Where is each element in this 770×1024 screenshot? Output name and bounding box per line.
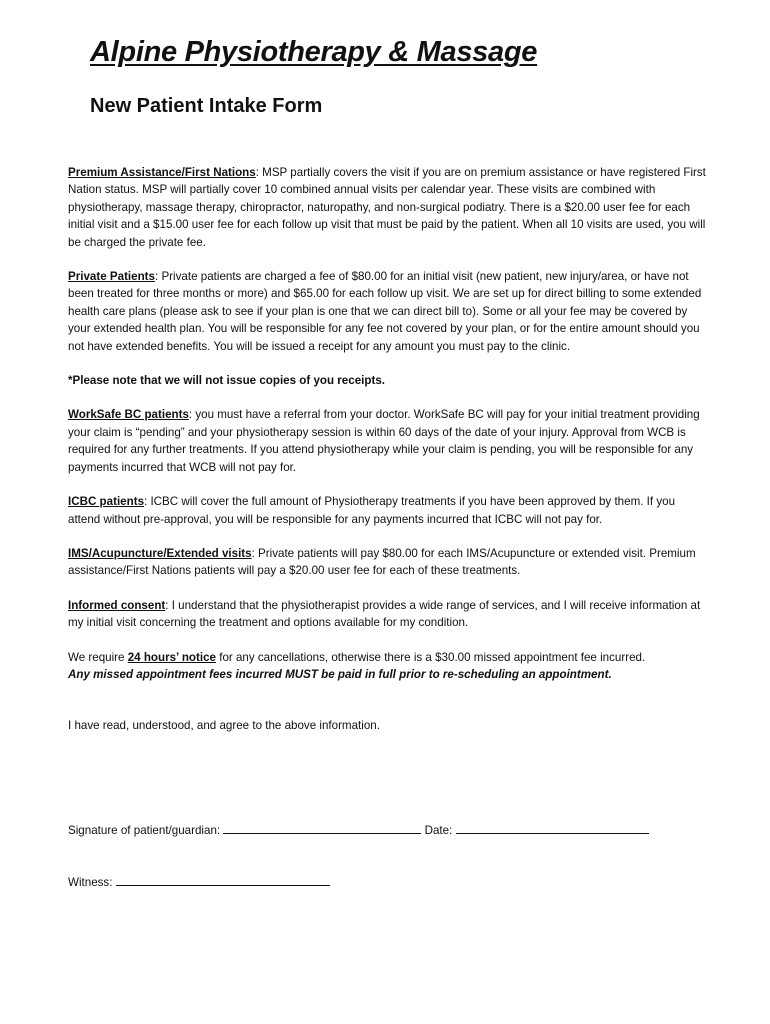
agreement-statement: I have read, understood, and agree to the above information. (68, 719, 380, 733)
premium-label: Premium Assistance/First Nations (68, 166, 256, 179)
icbc-text: : ICBC will cover the full amount of Physiotherapy treatments if you have been approved by them. If you attend without pre-approval, you will be responsible for any payments incurred that ICBC will not pay for. (68, 495, 676, 526)
witness-label: Witness: (68, 876, 116, 889)
cancellation-prefix: We require (68, 650, 128, 664)
worksafe-text: : you must have a referral from your doctor. WorkSafe BC will pay for your initial treatment providing your claim is “pending” and your physiotherapy session is within 60 days of the date of your injury. Approval from WCB is required for any further treatments. If you attend physiotherapy while your claim is pending, you will be responsible for any payments incurred that WCB will not pay for. (68, 408, 700, 474)
consent-text: : I understand that the physiotherapist provides a wide range of services, and I will receive information at my initial visit concerning the treatment and options available for my condition. (68, 598, 701, 630)
icbc-label: ICBC patients (68, 495, 145, 509)
ims-paragraph (68, 545, 708, 580)
private-label: Private Patients (68, 270, 155, 284)
date-field[interactable] (456, 822, 649, 834)
receipt-note: *Please note that we will not issue copies of you receipts. (68, 374, 385, 388)
clinic-title: Alpine Physiotherapy & Massage (90, 36, 538, 68)
icbc-paragraph (68, 493, 708, 528)
witness-row (68, 874, 330, 889)
signature-field[interactable] (223, 822, 421, 834)
signature-label: Signature of patient/guardian: (68, 824, 224, 837)
cancellation-notice: 24 hours’ notice (127, 650, 216, 664)
form-body (68, 164, 708, 752)
private-paragraph (68, 268, 708, 355)
worksafe-label: WorkSafe BC patients (68, 408, 189, 422)
ims-text: : Private patients will pay $80.00 for each IMS/Acupuncture or extended visit. Premium assistance/First Nations patients will pay a $20.00 user fee for each of these treatments. (68, 546, 696, 578)
private-text: : Private patients are charged a fee of $80.00 for an initial visit (new patient, new injury/area, or have not been treated for three months or more) and $65.00 for each follow up visit. We are set up for direct billing to some extended health care plans (please ask to see if your plan is one that we can direct bill to). Some or all your fee may be covered by your extended health plan. You will be responsible for any fee not covered by your plan, or for the entire amount should you not have extended benefits. You will be issued a receipt for any amount you must pay to the clinic. (68, 270, 702, 353)
cancellation-paragraph (68, 649, 708, 684)
consent-label: Informed consent (68, 598, 166, 612)
ims-label: IMS/Acupuncture/Extended visits (68, 546, 252, 560)
premium-paragraph (68, 164, 708, 251)
consent-paragraph (68, 597, 708, 632)
worksafe-paragraph (68, 406, 708, 476)
date-label: Date: (421, 824, 456, 837)
signature-row (68, 822, 649, 837)
cancellation-suffix: for any cancellations, otherwise there is a $30.00 missed appointment fee incurred. (216, 650, 646, 664)
form-title: New Patient Intake Form (90, 95, 323, 117)
witness-field[interactable] (116, 874, 330, 886)
premium-text: : MSP partially covers the visit if you are on premium assistance or have registered First Nation status. MSP will partially cover 10 combined annual visits per calendar year. These visits are combined with physiotherapy, massage therapy, chiropractor, naturopathy, and non-surgical podiatry. There is a $20.00 user fee for each initial visit and a $15.00 user fee for each follow up visit that must be paid by the patient. When all 10 visits are used, you will be charged the private fee. (68, 166, 706, 249)
missed-fee-warning: Any missed appointment fees incurred MUST be paid in full prior to re-scheduling an appointment. (68, 667, 612, 681)
